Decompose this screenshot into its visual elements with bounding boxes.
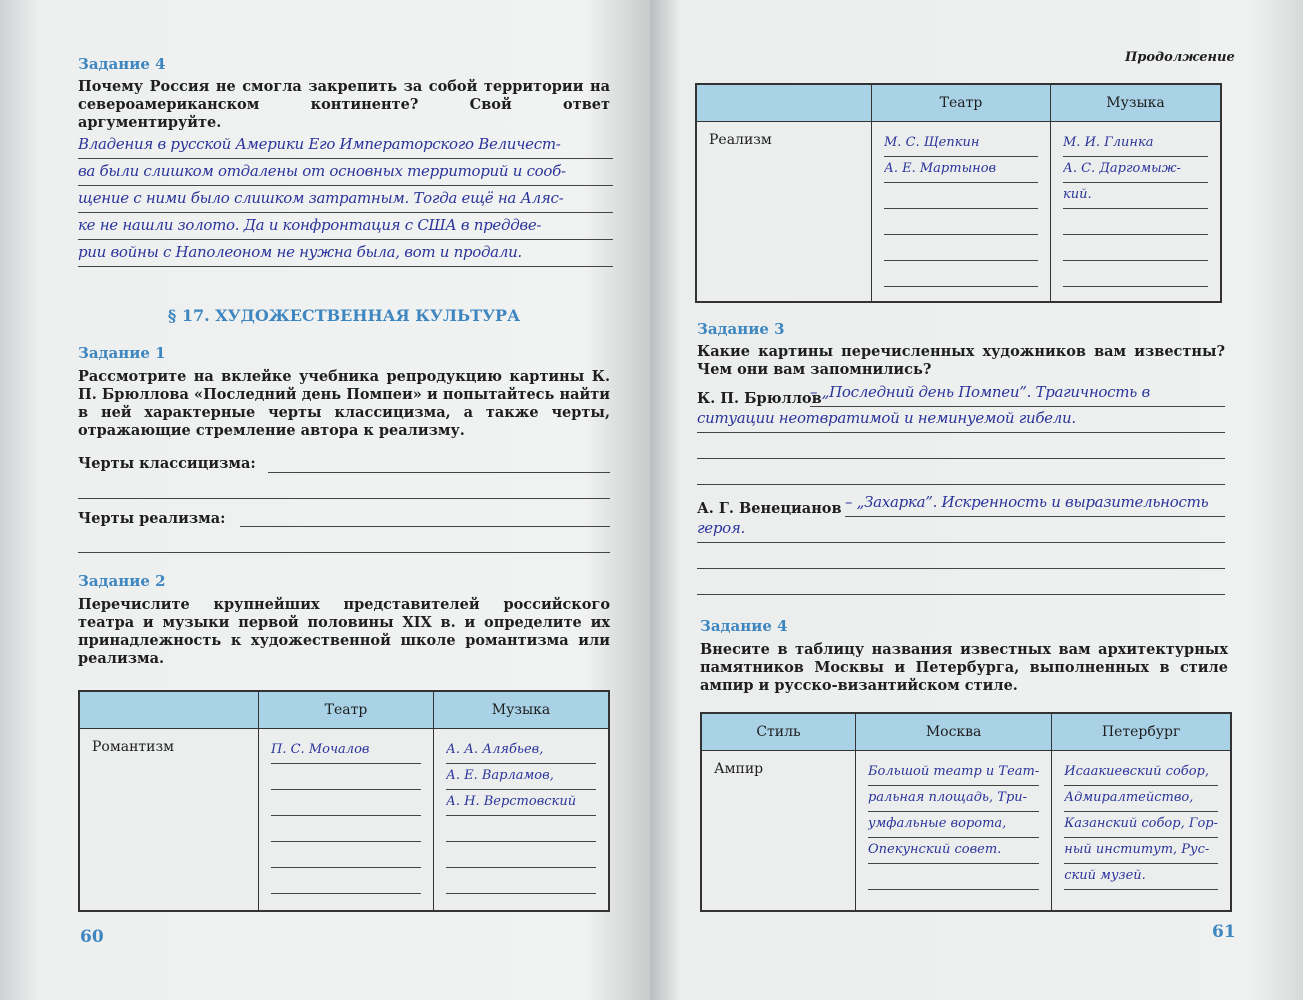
entry: А. Н. Верстовский	[446, 791, 596, 816]
header-style: Стиль	[701, 713, 855, 751]
entry: А. С. Даргомыж-	[1063, 158, 1208, 183]
bryullov-answer: ситуации неотвратимой и неминуемой гибели.	[697, 406, 1225, 433]
entry-line	[446, 817, 596, 842]
header-moscow: Москва	[855, 713, 1051, 751]
left-page	[0, 0, 650, 1000]
entry: умфальные ворота,	[868, 813, 1039, 838]
entry-line	[271, 869, 421, 894]
entry-line	[446, 869, 596, 894]
right-page	[650, 0, 1303, 1000]
page-number: 61	[1212, 922, 1236, 942]
header-empty	[696, 84, 872, 122]
petersburg-cell	[1052, 751, 1231, 912]
venetsianov-answer: – „Захарка”. Искренность и выразительность	[845, 490, 1225, 517]
page-number: 60	[80, 927, 104, 947]
answer-line	[697, 432, 1225, 459]
entry: ный институт, Рус-	[1064, 839, 1218, 864]
section-title: § 17. ХУДОЖЕСТВЕННАЯ КУЛЬТУРА	[167, 306, 521, 325]
task4-title: Задание 4	[78, 55, 166, 73]
answer-line: ва были слишком отдалены от основных территорий и сооб-	[78, 159, 613, 186]
venetsianov-label: А. Г. Венецианов	[697, 500, 842, 517]
entry: М. И. Глинка	[1063, 132, 1208, 157]
entry-line	[884, 236, 1038, 261]
entry-line	[1063, 262, 1208, 287]
task2-table	[78, 690, 610, 912]
entry-line	[884, 210, 1038, 235]
entry-line	[1063, 210, 1208, 235]
task3-title: Задание 3	[697, 320, 785, 338]
entry-line	[271, 817, 421, 842]
entry: кий.	[1063, 184, 1208, 209]
entry: Опекунский совет.	[868, 839, 1039, 864]
music-cell	[434, 729, 610, 912]
entry: Адмиралтейство,	[1064, 787, 1218, 812]
row-label: Ампир	[701, 751, 855, 912]
entry: ский музей.	[1064, 865, 1218, 890]
task4-question: Почему Россия не смогла закрепить за собой территории на североамериканском континенте? Свой ответ аргументируйте.	[78, 78, 610, 131]
entry: А. Е. Варламов,	[446, 765, 596, 790]
classicism-line	[78, 472, 610, 499]
answer-line: Владения в русской Америки Его Императорского Величест-	[78, 132, 613, 159]
task4-text: Внесите в таблицу названия известных вам архитектурных памятников Москвы и Петербурга, выполненных в стиле ампир и русско-византийском стиле.	[700, 641, 1228, 694]
moscow-cell	[855, 751, 1051, 912]
entry: ральная площадь, Три-	[868, 787, 1039, 812]
classicism-line	[268, 446, 610, 473]
row-label: Романтизм	[79, 729, 259, 912]
header-petersburg: Петербург	[1052, 713, 1231, 751]
answer-line	[697, 568, 1225, 595]
header-theatre: Театр	[872, 84, 1051, 122]
entry: П. С. Мочалов	[271, 739, 421, 764]
task2-title: Задание 2	[78, 572, 166, 590]
entry-line	[1063, 236, 1208, 261]
realism-line	[78, 526, 610, 553]
realism-table	[695, 83, 1222, 303]
answer-line	[697, 458, 1225, 485]
answer-line: щение с ними было слишком затратным. Тогда ещё на Аляс-	[78, 186, 613, 213]
answer-line: рии войны с Наполеоном не нужна была, вот и продали.	[78, 240, 613, 267]
answer-line	[697, 542, 1225, 569]
entry: Исаакиевский собор,	[1064, 761, 1218, 786]
task3-text: Какие картины перечисленных художников вам известны? Чем они вам запомнились?	[697, 343, 1225, 378]
entry: А. А. Алябьев,	[446, 739, 596, 764]
header-music: Музыка	[434, 691, 610, 729]
task2-text: Перечислите крупнейших представителей российского театра и музыки первой половины XIX в. и определите их принадлежность к художественной школе романтизма или реализма.	[78, 596, 610, 667]
header-music: Музыка	[1051, 84, 1222, 122]
entry-line	[868, 865, 1039, 890]
task1-text: Рассмотрите на вклейке учебника репродукцию картины К. П. Брюллова «Последний день Помпеи» и попытайтесь найти в ней характерные черты классицизма, а также черты, отражающие стремление автора к реализму.	[78, 368, 610, 439]
entry-line	[446, 843, 596, 868]
entry: М. С. Щепкин	[884, 132, 1038, 157]
entry-line	[271, 791, 421, 816]
task1-title: Задание 1	[78, 344, 166, 362]
continuation-label: Продолжение	[1125, 50, 1235, 65]
entry-line	[271, 843, 421, 868]
classicism-label: Черты классицизма:	[78, 455, 256, 472]
entry: Казанский собор, Гор-	[1064, 813, 1218, 838]
row-label: Реализм	[696, 122, 872, 303]
entry-line	[884, 184, 1038, 209]
bryullov-label: К. П. Брюллов	[697, 390, 822, 407]
entry-line	[271, 765, 421, 790]
architecture-table	[700, 712, 1232, 912]
theatre-cell	[259, 729, 434, 912]
task4-answer	[78, 132, 613, 267]
answer-line: ке не нашли золото. Да и конфронтация с США в преддве-	[78, 213, 613, 240]
entry-line	[884, 262, 1038, 287]
music-cell	[1051, 122, 1222, 303]
realism-line	[240, 500, 610, 527]
entry: А. Е. Мартынов	[884, 158, 1038, 183]
entry: Большой театр и Теат-	[868, 761, 1039, 786]
bryullov-answer: – „Последний день Помпеи”. Трагичность в	[810, 380, 1225, 407]
task4-title: Задание 4	[700, 617, 788, 635]
header-empty	[79, 691, 259, 729]
realism-label: Черты реализма:	[78, 510, 226, 527]
venetsianov-answer: героя.	[697, 516, 1225, 543]
theatre-cell	[872, 122, 1051, 303]
header-theatre: Театр	[259, 691, 434, 729]
